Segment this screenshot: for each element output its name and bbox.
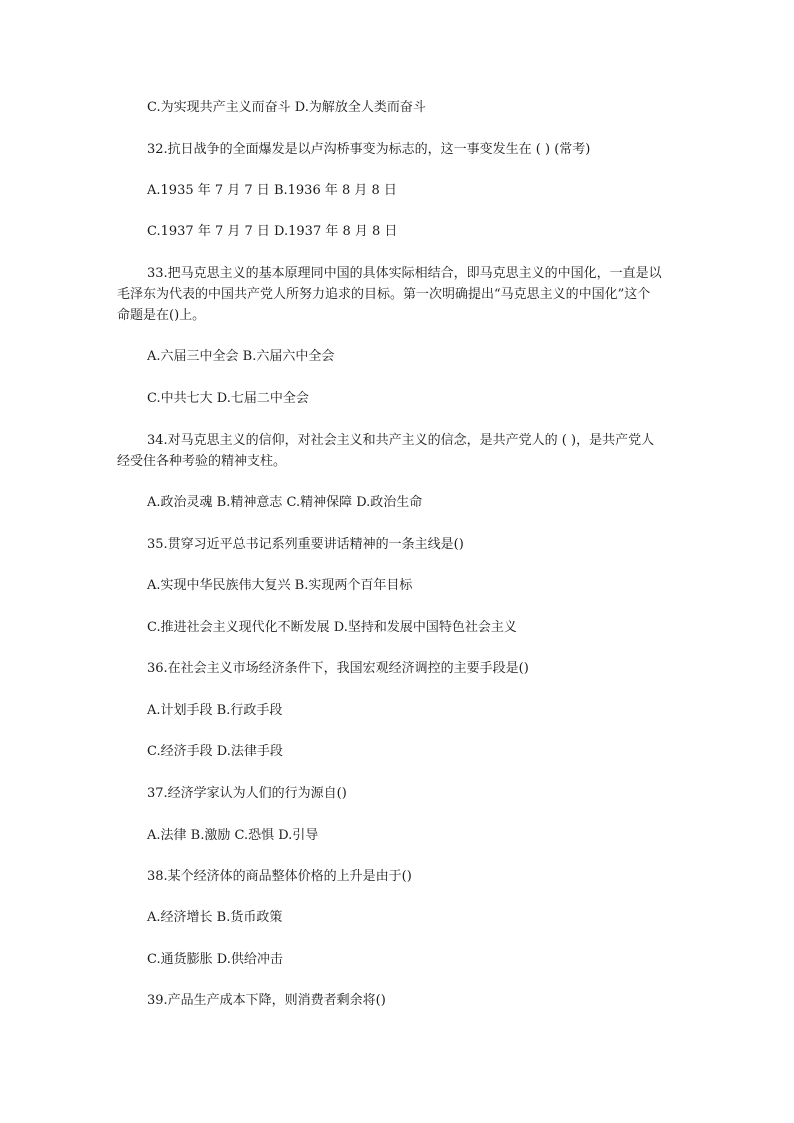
question-37: 37.经济学家认为人们的行为源自() [147, 786, 347, 801]
question-36: 36.在社会主义市场经济条件下，我国宏观经济调控的主要手段是() [147, 661, 529, 676]
question-39: 39.产品生产成本下降，则消费者剩余将() [147, 993, 386, 1008]
option-line-38-cd: C.通货膨胀 D.供给冲击 [147, 952, 283, 967]
question-33-text: 33.把马克思主义的基本原理同中国的具体实际相结合，即马克思主义的中国化，一直是以毛泽东为代表的中国共产党人所努力追求的目标。第一次明确提出“马克思主义的中国化”这个命题是在()上。 [117, 266, 662, 323]
question-38: 38.某个经济体的商品整体价格的上升是由于() [147, 869, 412, 884]
option-line-36-ab: A.计划手段 B.行政手段 [147, 703, 283, 718]
option-line-36-cd: C.经济手段 D.法律手段 [147, 744, 283, 759]
question-34-text: 34.对马克思主义的信仰，对社会主义和共产主义的信念，是共产党人的 ( )，是共产党人经受住各种考验的精神支柱。 [117, 433, 655, 469]
question-32: 32.抗日战争的全面爆发是以卢沟桥事变为标志的，这一事变发生在 ( ) (常考) [147, 142, 591, 157]
option-line-32-cd: C.1937 年 7 月 7 日 D.1937 年 8 月 8 日 [147, 224, 398, 239]
question-34 [117, 430, 662, 472]
option-line-35-cd: C.推进社会主义现代化不断发展 D.坚持和发展中国特色社会主义 [147, 620, 517, 635]
option-line-31-cd: C.为实现共产主义而奋斗 D.为解放全人类而奋斗 [147, 100, 426, 115]
option-line-33-cd: C.中共七大 D.七届二中全会 [147, 391, 309, 406]
question-33 [117, 263, 662, 326]
option-line-37: A.法律 B.激励 C.恐惧 D.引导 [147, 828, 319, 843]
option-line-32-ab: A.1935 年 7 月 7 日 B.1936 年 8 月 8 日 [147, 183, 397, 198]
option-line-38-ab: A.经济增长 B.货币政策 [147, 910, 283, 925]
option-line-34: A.政治灵魂 B.精神意志 C.精神保障 D.政治生命 [147, 495, 423, 510]
option-line-35-ab: A.实现中华民族伟大复兴 B.实现两个百年目标 [147, 578, 413, 593]
question-35: 35.贯穿习近平总书记系列重要讲话精神的一条主线是() [147, 537, 464, 552]
option-line-33-ab: A.六届三中全会 B.六届六中全会 [147, 349, 335, 364]
